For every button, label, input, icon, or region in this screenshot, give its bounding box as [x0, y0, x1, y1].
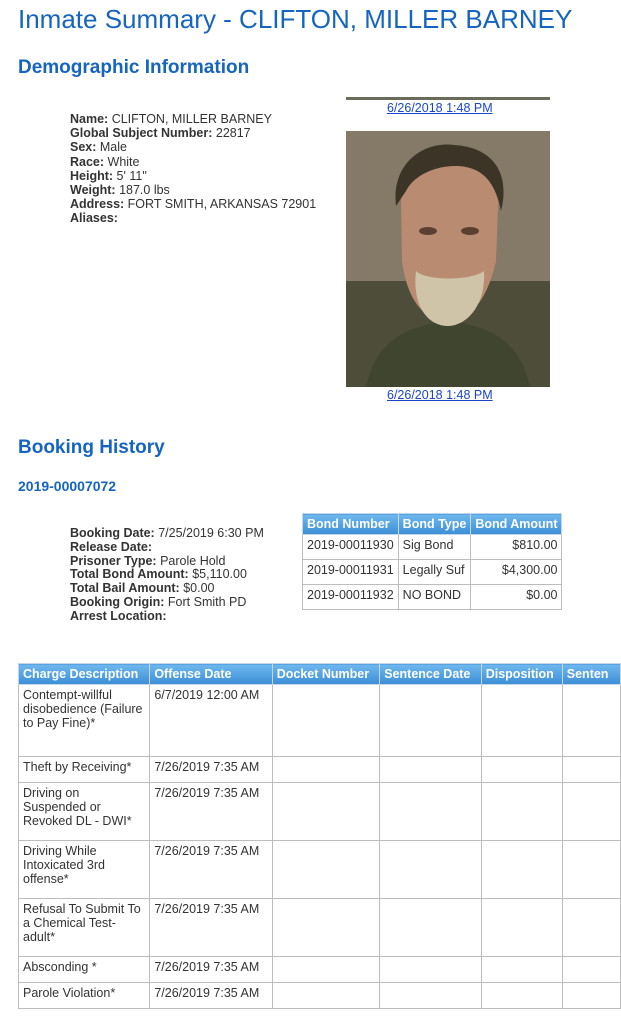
- gsn-value: 22817: [215, 126, 251, 141]
- booking-number: 2019-00007072: [18, 478, 117, 494]
- race-value: White: [107, 154, 140, 169]
- name-row: Name: CLIFTON, MILLER BARNEY: [70, 112, 272, 126]
- address-value: FORT SMITH, ARKANSAS 72901: [127, 197, 317, 212]
- booking-date-row: Booking Date: 7/25/2019 6:30 PM: [70, 526, 264, 540]
- booking-origin-row: Booking Origin: Fort Smith PD: [70, 594, 247, 609]
- weight-row: Weight: 187.0 lbs: [70, 183, 170, 198]
- arrest-location-row: Arrest Location:: [70, 608, 167, 623]
- demographic-details: [70, 112, 316, 226]
- gsn-row: Global Subject Number: 22817: [70, 126, 251, 141]
- charge-row: Driving While Intoxicated 3rd offense* 7/26/2019 7:35 AM: [19, 841, 621, 899]
- sentence-date-header: Sentence Date: [380, 664, 481, 685]
- photo-timestamp-link-top[interactable]: 6/26/2018 1:48 PM: [387, 101, 493, 115]
- booking-history-heading: Booking History: [18, 437, 165, 458]
- bond-row: 2019-00011930 Sig Bond $810.00: [303, 535, 562, 560]
- sentence-header: Senten: [562, 664, 620, 685]
- charges-table: [18, 663, 621, 1009]
- sex-row: Sex: Male: [70, 140, 127, 155]
- address-row: Address: FORT SMITH, ARKANSAS 72901: [70, 197, 317, 212]
- charge-row: Absconding * 7/26/2019 7:35 AM: [19, 957, 621, 983]
- demographic-heading: Demographic Information: [18, 57, 250, 78]
- bond-type-header: Bond Type: [398, 514, 471, 535]
- bond-row: 2019-00011931 Legally Suf $4,300.00: [303, 560, 562, 585]
- photo-divider: [346, 97, 550, 100]
- release-date-row: Release Date:: [70, 539, 152, 554]
- charge-row: Parole Violation* 7/26/2019 7:35 AM: [19, 983, 621, 1009]
- weight-value: 187.0 lbs: [119, 183, 170, 198]
- height-value: 5' 11": [116, 168, 147, 183]
- booking-details: [70, 527, 264, 624]
- sex-value: Male: [99, 140, 127, 155]
- charge-description-header: Charge Description: [19, 664, 150, 685]
- name-value: CLIFTON, MILLER BARNEY: [111, 112, 272, 126]
- photo-timestamp-link-bottom[interactable]: 6/26/2018 1:48 PM: [387, 388, 493, 402]
- aliases-row: Aliases:: [70, 211, 118, 226]
- total-bond-row: Total Bond Amount: $5,110.00: [70, 567, 247, 582]
- charge-row: Refusal To Submit To a Chemical Test-adult* 7/26/2019 7:35 AM: [19, 899, 621, 957]
- charge-row: Driving on Suspended or Revoked DL - DWI* 7/26/2019 7:35 AM: [19, 783, 621, 841]
- charge-row: Theft by Receiving* 7/26/2019 7:35 AM: [19, 757, 621, 783]
- bond-amount-header: Bond Amount: [471, 514, 562, 535]
- total-bail-row: Total Bail Amount: $0.00: [70, 581, 215, 596]
- mugshot-photo: [346, 131, 550, 387]
- bond-row: 2019-00011932 NO BOND $0.00: [303, 585, 562, 610]
- mugshot-image: [346, 131, 550, 387]
- page-title: Inmate Summary - CLIFTON, MILLER BARNEY: [18, 4, 573, 34]
- charges-header-row: [19, 664, 621, 685]
- bond-table: [302, 513, 562, 610]
- prisoner-type-row: Prisoner Type: Parole Hold: [70, 553, 226, 568]
- race-row: Race: White: [70, 154, 140, 169]
- docket-number-header: Docket Number: [272, 664, 380, 685]
- height-row: Height: 5' 11": [70, 168, 147, 183]
- bond-header-row: [303, 514, 562, 535]
- charge-row: Contempt-willful disobedience (Failure to Pay Fine)* 6/7/2019 12:00 AM: [19, 685, 621, 757]
- offense-date-header: Offense Date: [150, 664, 272, 685]
- bond-number-header: Bond Number: [303, 514, 399, 535]
- disposition-header: Disposition: [481, 664, 562, 685]
